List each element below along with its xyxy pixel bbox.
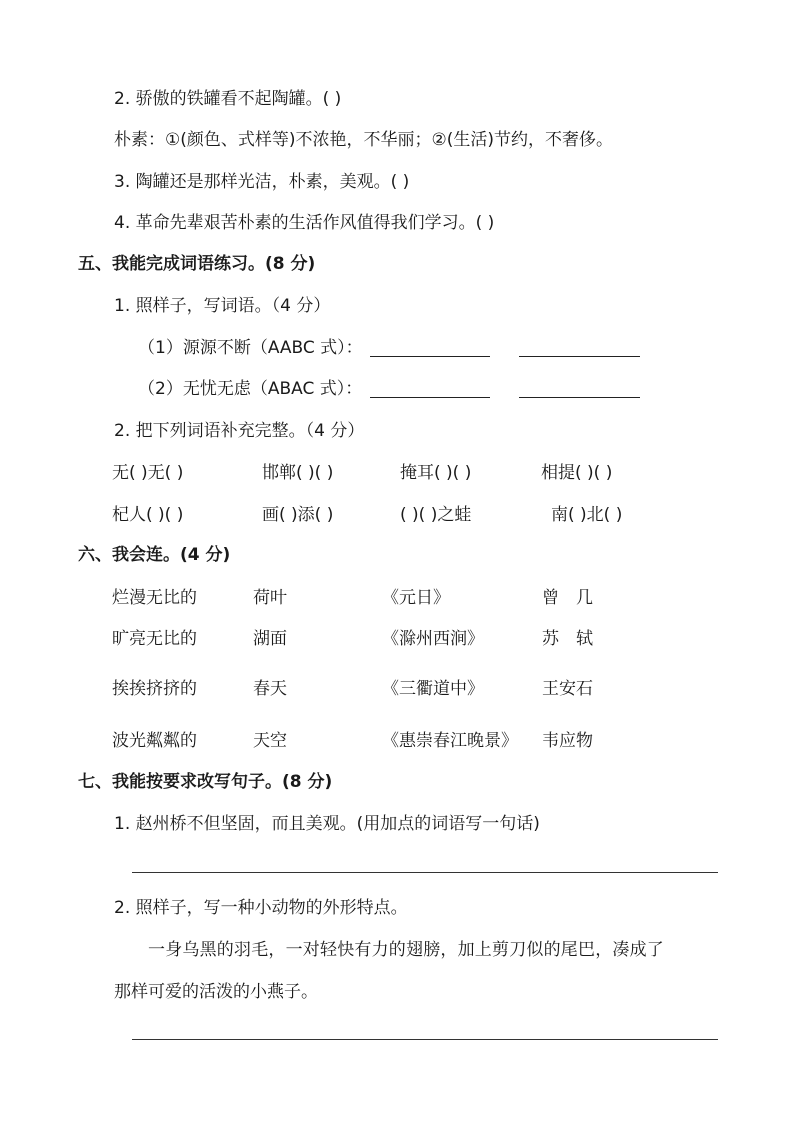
answer-blank[interactable] — [370, 397, 490, 398]
idiom-blank[interactable]: 杞人( )( ) — [112, 505, 184, 525]
q5-sub1: 1. 照样子，写词语。（4 分） — [114, 296, 331, 316]
q5-example-1: （1）源源不断（AABC 式）： — [138, 338, 363, 358]
match-col4-item[interactable]: 王安石 — [542, 679, 593, 699]
q5-example-2: （2）无忧无虑（ABAC 式）： — [138, 379, 363, 399]
match-col3-item[interactable]: 《惠崇春江晚景》 — [382, 731, 518, 751]
match-col3-item[interactable]: 《滁州西涧》 — [382, 629, 484, 649]
idiom-blank[interactable]: 南( )北( ) — [551, 505, 623, 525]
match-col1-item[interactable]: 挨挨挤挤的 — [112, 679, 197, 699]
q4-definition: 朴素：①(颜色、式样等)不浓艳，不华丽；②(生活)节约，不奢侈。 — [114, 130, 614, 150]
match-col2-item[interactable]: 天空 — [253, 731, 287, 751]
idiom-blank[interactable]: ( )( )之蛙 — [400, 505, 472, 525]
q5-sub2: 2. 把下列词语补充完整。（4 分） — [114, 421, 365, 441]
match-col2-item[interactable]: 春天 — [253, 679, 287, 699]
match-col1-item[interactable]: 旷亮无比的 — [112, 629, 197, 649]
idiom-blank[interactable]: 画( )添( ) — [262, 505, 334, 525]
idiom-blank[interactable]: 掩耳( )( ) — [400, 463, 472, 483]
match-col3-item[interactable]: 《元日》 — [382, 588, 450, 608]
q5-title: 五、我能完成词语练习。(8 分) — [78, 254, 316, 274]
q7-example-line-1: 一身乌黑的羽毛，一对轻快有力的翅膀，加上剪刀似的尾巴，凑成了 — [148, 940, 664, 960]
q4-item-4: 4. 革命先辈艰苦朴素的生活作风值得我们学习。( ) — [114, 213, 495, 233]
answer-line[interactable] — [132, 1039, 718, 1040]
match-col1-item[interactable]: 烂漫无比的 — [112, 588, 197, 608]
q4-item-2: 2. 骄傲的铁罐看不起陶罐。( ) — [114, 89, 342, 109]
q7-example-line-2: 那样可爱的活泼的小燕子。 — [114, 982, 318, 1002]
idiom-blank[interactable]: 相提( )( ) — [541, 463, 613, 483]
idiom-blank[interactable]: 邯郸( )( ) — [262, 463, 334, 483]
match-col2-item[interactable]: 荷叶 — [253, 588, 287, 608]
q7-title: 七、我能按要求改写句子。(8 分) — [78, 772, 333, 792]
match-col2-item[interactable]: 湖面 — [253, 629, 287, 649]
idiom-blank[interactable]: 无( )无( ) — [112, 463, 184, 483]
q6-title: 六、我会连。(4 分) — [78, 545, 231, 565]
answer-blank[interactable] — [519, 356, 640, 357]
q7-sub2: 2. 照样子，写一种小动物的外形特点。 — [114, 898, 408, 918]
q4-item-3: 3. 陶罐还是那样光洁，朴素，美观。( ) — [114, 172, 410, 192]
answer-blank[interactable] — [370, 356, 490, 357]
match-col4-item[interactable]: 韦应物 — [542, 731, 593, 751]
answer-line[interactable] — [132, 872, 718, 873]
match-col4-item[interactable]: 苏 轼 — [542, 629, 593, 649]
match-col4-item[interactable]: 曾 几 — [542, 588, 593, 608]
match-col3-item[interactable]: 《三衢道中》 — [382, 679, 484, 699]
q7-sub1: 1. 赵州桥不但坚固，而且美观。(用加点的词语写一句话) — [114, 814, 540, 834]
answer-blank[interactable] — [519, 397, 640, 398]
match-col1-item[interactable]: 波光粼粼的 — [112, 731, 197, 751]
